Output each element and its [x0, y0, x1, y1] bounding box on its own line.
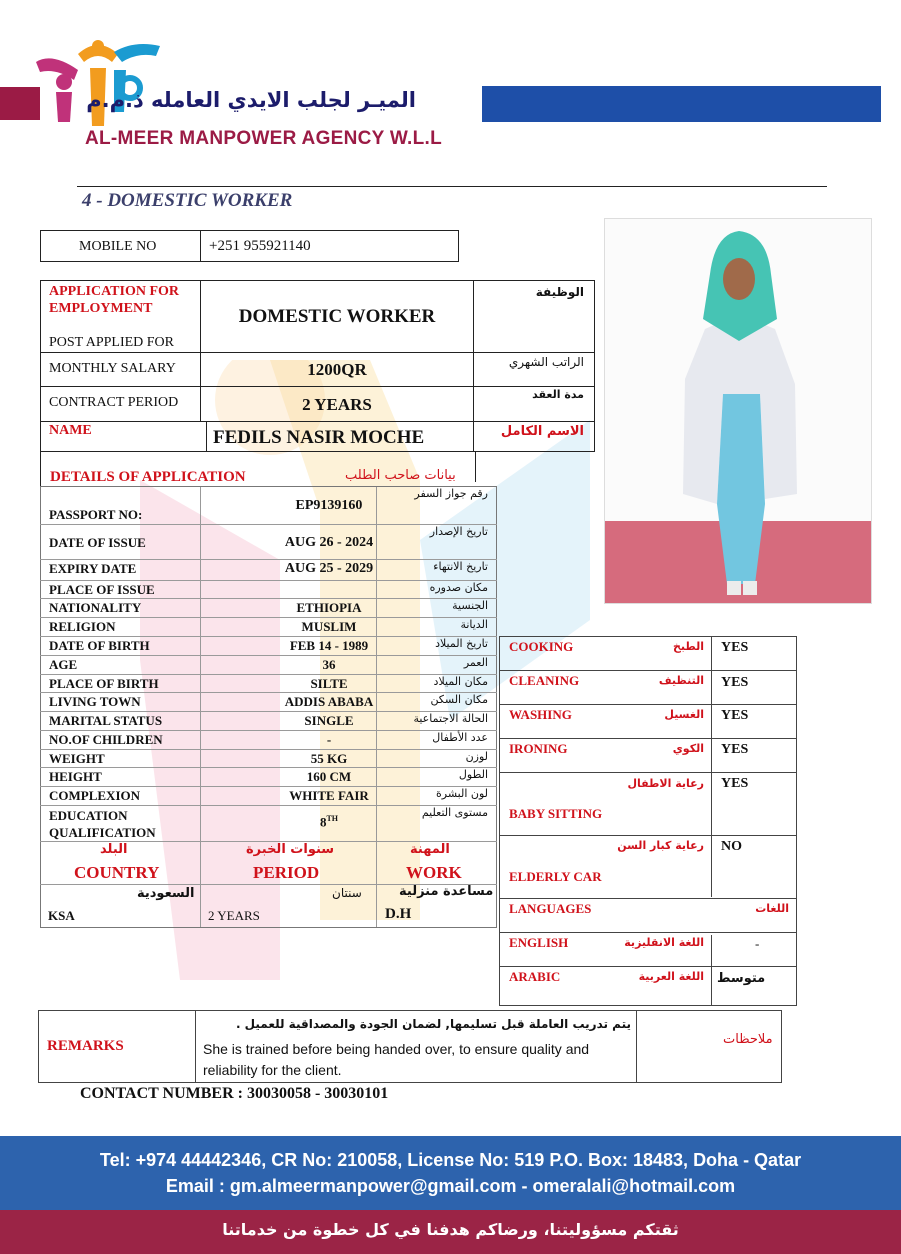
post-applied-label: POST APPLIED FOR — [49, 335, 175, 350]
position-ar-label: الوظيفة — [535, 285, 584, 299]
exp-work-value: D.H — [385, 906, 412, 922]
detail-row-religion: RELIGION MUSLIM الديانة — [49, 618, 488, 634]
language-row-arabic: ARABIC اللغة العربية متوسط — [509, 969, 766, 986]
exp-period-ar: سنوات الخبرة — [246, 842, 335, 857]
skill-row-cleaning: CLEANING التنظيف YES — [509, 673, 749, 690]
language-row-english: ENGLISH اللغة الانقليزية - — [509, 935, 760, 951]
contract-value: 2 YEARS — [302, 395, 372, 414]
agency-name-ar: الميـر لجلب الايدي العامله ذ.م.م — [86, 88, 416, 112]
mobile-label: MOBILE NO — [79, 239, 157, 254]
exp-country-value-ar: السعودية — [137, 886, 195, 901]
contract-label: CONTRACT PERIOD — [49, 395, 179, 410]
footer-contact-line: Tel: +974 44442346, CR No: 210058, License No: 519 P.O. Box: 18483, Doha - Qatar — [99, 1150, 802, 1170]
mobile-box — [40, 230, 459, 262]
exp-country-value: KSA — [48, 908, 75, 923]
contact-number: CONTACT NUMBER : 30030058 - 30030101 — [80, 1085, 389, 1102]
detail-row-nationality: NATIONALITY ETHIOPIA الجنسية — [49, 599, 488, 615]
footer-slogan: ثقتكم مسؤوليتنا، ورضاكم هدفنا في كل خطوة من خدماتنا — [222, 1220, 679, 1239]
detail-row-education: EDUCATION QUALIFICATION 8TH مستوى التعليم — [49, 806, 488, 840]
exp-country-header: COUNTRY — [74, 863, 160, 882]
skill-row-washing: WASHING الغسيل YES — [509, 707, 749, 723]
header-divider — [77, 186, 827, 187]
detail-row-passport: PASSPORT NO: EP9139160 رقم جواز السفر — [49, 487, 488, 522]
position-value: DOMESTIC WORKER — [238, 306, 436, 327]
mobile-value: +251 955921140 — [209, 238, 311, 254]
exp-country-ar: البلد — [100, 842, 128, 857]
worker-photo — [604, 218, 872, 604]
detail-row-date-of-birth: DATE OF BIRTH FEB 14 - 1989 تاريخ الميلاد — [49, 637, 488, 653]
salary-value: 1200QR — [307, 360, 367, 379]
exp-period-value: 2 YEARS — [208, 908, 260, 923]
name-label: NAME — [49, 423, 92, 438]
detail-row-expiry: EXPIRY DATE AUG 25 - 2029 تاريخ الانتهاء — [49, 560, 488, 576]
exp-period-header: PERIOD — [253, 863, 320, 882]
remarks-ar-text: يتم تدريب العاملة قبل تسليمها, لضمان الجودة والمصداقية للعميل . — [235, 1017, 631, 1031]
application-for-employment-label: APPLICATION FOR EMPLOYMENT — [49, 284, 180, 316]
detail-row-age: AGE 36 العمر — [49, 656, 488, 672]
footer-slogan-band — [0, 1210, 901, 1254]
detail-row-weight: WEIGHT 55 KG لوزن — [49, 750, 488, 766]
document-title: 4 - DOMESTIC WORKER — [82, 190, 293, 211]
languages-header: LANGUAGES اللغات — [509, 901, 789, 916]
detail-row-height: HEIGHT 160 CM الطول — [49, 768, 488, 784]
detail-row-place-of-issue: PLACE OF ISSUE مكان صدوره — [49, 581, 488, 597]
agency-name-en: AL-MEER MANPOWER AGENCY W.L.L — [85, 128, 443, 149]
exp-work-value-ar: مساعدة منزلية — [399, 884, 494, 899]
skill-row-cooking: COOKING الطبخ YES — [509, 639, 749, 655]
footer-email-line: Email : gm.almeermanpower@gmail.com - omeralali@hotmail.com — [165, 1176, 736, 1196]
skill-row-baby-sitting: BABY SITTING رعاية الاطفال YES — [509, 776, 749, 821]
remarks-label: REMARKS — [47, 1038, 124, 1054]
details-header-ar: بيانات صاحب الطلب — [345, 468, 456, 483]
salary-ar-label: الراتب الشهري — [508, 355, 584, 369]
name-ar-label: الاسم الكامل — [500, 424, 584, 439]
exp-work-ar: المهنة — [410, 842, 450, 857]
detail-row-marital-status: MARITAL STATUS SINGLE الحالة الاجتماعية — [49, 712, 488, 728]
application-table — [40, 280, 595, 452]
footer-info-band — [0, 1136, 901, 1210]
detail-row-living-town: LIVING TOWN ADDIS ABABA مكان السكن — [49, 693, 488, 709]
remarks-en-text: She is trained before being handed over, to ensure quality and reliability for the client. — [203, 1041, 590, 1078]
detail-row-complexion: COMPLEXION WHITE FAIR لون البشرة — [49, 787, 488, 803]
exp-work-header: WORK — [406, 863, 462, 882]
salary-label: MONTHLY SALARY — [49, 361, 176, 376]
exp-period-value-ar: سنتان — [332, 886, 362, 900]
remarks-ar-label: ملاحظات — [723, 1032, 773, 1047]
header-blue-bar — [482, 86, 881, 122]
worker-name: FEDILS NASIR MOCHE — [213, 427, 425, 448]
skill-row-ironing: IRONING الكوي YES — [509, 741, 749, 757]
contract-ar-label: مدة العقد — [532, 388, 584, 401]
skill-row-elderly-care: ELDERLY CAR رعاية كبار السن NO — [509, 839, 742, 884]
detail-row-children: NO.OF CHILDREN - عدد الأطفال — [49, 731, 488, 747]
details-header: DETAILS OF APPLICATION — [50, 469, 246, 485]
detail-row-date-of-issue: DATE OF ISSUE AUG 26 - 2024 تاريخ الإصدار — [49, 525, 488, 550]
detail-row-place-of-birth: PLACE OF BIRTH SILTE مكان الميلاد — [49, 675, 488, 691]
remarks-box — [38, 1010, 782, 1083]
agency-logo-icon — [34, 40, 164, 128]
